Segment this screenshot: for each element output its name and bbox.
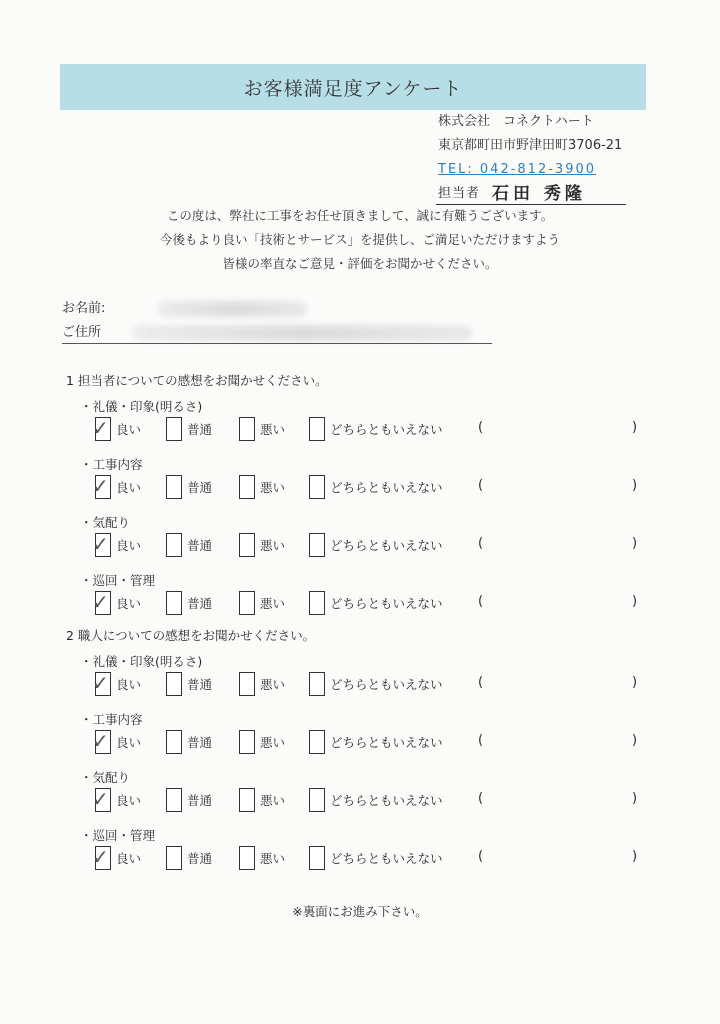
answer-option-label: 悪い <box>260 677 286 692</box>
answer-options-row <box>0 672 720 700</box>
checkmark-icon: ✓ <box>92 845 109 869</box>
answer-option-label: 良い <box>116 851 142 866</box>
answer-checkbox[interactable] <box>92 671 111 696</box>
comment-paren-open: ( <box>478 536 484 551</box>
intro-line: この度は、弊社に工事をお任せ頂きまして、誠に有難うございます。 <box>166 208 554 223</box>
answer-option-label: 悪い <box>260 480 286 495</box>
answer-option-label: どちらともいえない <box>330 480 443 495</box>
answer-checkbox[interactable] <box>92 590 111 615</box>
answer-checkbox[interactable] <box>166 591 182 615</box>
footer-note: ※裏面にお進み下さい。 <box>292 904 428 919</box>
staff-label: 担当者 <box>438 185 481 201</box>
comment-paren-open: ( <box>478 733 484 748</box>
survey-title-band <box>60 64 646 110</box>
answer-checkbox[interactable] <box>309 475 325 499</box>
checkmark-icon: ✓ <box>92 671 109 695</box>
answer-option-label: 悪い <box>260 851 286 866</box>
answer-checkbox[interactable] <box>92 845 111 870</box>
answer-option-label: 普通 <box>187 480 213 495</box>
comment-paren-close: ) <box>632 733 638 748</box>
question-label: ・礼儀・印象(明るさ) <box>80 654 203 669</box>
checkmark-icon: ✓ <box>92 729 109 753</box>
answer-option-label: 良い <box>116 480 142 495</box>
answer-checkbox[interactable] <box>92 532 111 557</box>
answer-option-label: どちらともいえない <box>330 422 443 437</box>
answer-checkbox[interactable] <box>166 788 182 812</box>
answer-checkbox[interactable] <box>166 672 182 696</box>
redacted-address <box>132 325 472 341</box>
section-title: 2 職人についての感想をお聞かせください。 <box>66 628 316 643</box>
answer-checkbox[interactable] <box>239 417 255 441</box>
company-block <box>438 110 668 182</box>
answer-checkbox[interactable] <box>309 591 325 615</box>
answer-option-label: 悪い <box>260 735 286 750</box>
survey-title: お客様満足度アンケート <box>243 77 463 100</box>
intro-line: 皆様の率直なご意見・評価をお聞かせください。 <box>222 256 498 271</box>
question-label: ・工事内容 <box>80 457 143 472</box>
comment-paren-close: ) <box>632 420 638 435</box>
answer-options-row <box>0 533 720 561</box>
answer-option-label: 普通 <box>187 793 213 808</box>
answer-option-label: 普通 <box>187 422 213 437</box>
answer-checkbox[interactable] <box>166 417 182 441</box>
answer-option-label: 悪い <box>260 538 286 553</box>
comment-paren-open: ( <box>478 478 484 493</box>
answer-option-label: 普通 <box>187 735 213 750</box>
answer-checkbox[interactable] <box>239 591 255 615</box>
comment-paren-close: ) <box>632 675 638 690</box>
comment-paren-open: ( <box>478 791 484 806</box>
redacted-name <box>157 301 307 317</box>
answer-options-row <box>0 591 720 619</box>
staff-line <box>436 178 626 205</box>
answer-checkbox[interactable] <box>166 475 182 499</box>
answer-options-row <box>0 846 720 874</box>
answer-checkbox[interactable] <box>309 788 325 812</box>
answer-checkbox[interactable] <box>309 846 325 870</box>
section-title: 1 担当者についての感想をお聞かせください。 <box>66 373 328 388</box>
answer-checkbox[interactable] <box>92 787 111 812</box>
question-label: ・礼儀・印象(明るさ) <box>80 399 203 414</box>
answer-checkbox[interactable] <box>309 730 325 754</box>
checkmark-icon: ✓ <box>92 532 109 556</box>
answer-checkbox[interactable] <box>166 730 182 754</box>
answer-checkbox[interactable] <box>92 416 111 441</box>
answer-checkbox[interactable] <box>309 672 325 696</box>
name-label: お名前: <box>62 301 106 316</box>
answer-option-label: 良い <box>116 596 142 611</box>
question-label: ・気配り <box>80 515 131 530</box>
answer-option-label: どちらともいえない <box>330 793 443 808</box>
answer-checkbox[interactable] <box>239 846 255 870</box>
answer-option-label: どちらともいえない <box>330 735 443 750</box>
answer-options-row <box>0 475 720 503</box>
answer-checkbox[interactable] <box>239 475 255 499</box>
checkmark-icon: ✓ <box>92 590 109 614</box>
comment-paren-close: ) <box>632 849 638 864</box>
answer-checkbox[interactable] <box>239 730 255 754</box>
answer-option-label: 普通 <box>187 538 213 553</box>
company-tel: TEL: 042-812-3900 <box>438 162 597 177</box>
answer-checkbox[interactable] <box>92 729 111 754</box>
question-label: ・気配り <box>80 770 131 785</box>
answer-option-label: 良い <box>116 677 142 692</box>
answer-checkbox[interactable] <box>166 846 182 870</box>
answer-option-label: 悪い <box>260 596 286 611</box>
answer-option-label: 普通 <box>187 596 213 611</box>
intro-line: 今後もより良い「技術とサービス」を提供し、ご満足いただけますよう <box>159 232 560 247</box>
answer-option-label: 悪い <box>260 422 286 437</box>
staff-name: 石田 秀隆 <box>492 183 586 204</box>
comment-paren-open: ( <box>478 420 484 435</box>
answer-option-label: 良い <box>116 735 142 750</box>
company-name: 株式会社 コネクトハート <box>438 114 594 129</box>
question-label: ・工事内容 <box>80 712 143 727</box>
intro-text <box>0 204 720 276</box>
checkmark-icon: ✓ <box>92 787 109 811</box>
company-address: 東京都町田市野津田町3706-21 <box>438 138 623 153</box>
comment-paren-close: ) <box>632 791 638 806</box>
answer-option-label: どちらともいえない <box>330 851 443 866</box>
answer-option-label: どちらともいえない <box>330 596 443 611</box>
answer-option-label: 普通 <box>187 677 213 692</box>
answer-option-label: どちらともいえない <box>330 538 443 553</box>
answer-option-label: 良い <box>116 793 142 808</box>
answer-options-row <box>0 417 720 445</box>
comment-paren-open: ( <box>478 675 484 690</box>
answer-options-row <box>0 730 720 758</box>
answer-option-label: 良い <box>116 422 142 437</box>
comment-paren-close: ) <box>632 594 638 609</box>
answer-checkbox[interactable] <box>239 788 255 812</box>
answer-checkbox[interactable] <box>92 474 111 499</box>
answer-option-label: どちらともいえない <box>330 677 443 692</box>
comment-paren-close: ) <box>632 536 638 551</box>
checkmark-icon: ✓ <box>92 416 109 440</box>
answer-options-row <box>0 788 720 816</box>
name-field[interactable] <box>62 297 512 319</box>
address-underline <box>62 343 492 344</box>
answer-checkbox[interactable] <box>239 672 255 696</box>
answer-option-label: 良い <box>116 538 142 553</box>
question-label: ・巡回・管理 <box>80 573 156 588</box>
comment-paren-close: ) <box>632 478 638 493</box>
answer-checkbox[interactable] <box>166 533 182 557</box>
answer-checkbox[interactable] <box>309 533 325 557</box>
comment-paren-open: ( <box>478 594 484 609</box>
answer-checkbox[interactable] <box>239 533 255 557</box>
address-field[interactable] <box>62 321 512 343</box>
question-label: ・巡回・管理 <box>80 828 156 843</box>
answer-option-label: 悪い <box>260 793 286 808</box>
answer-checkbox[interactable] <box>309 417 325 441</box>
answer-option-label: 普通 <box>187 851 213 866</box>
address-label: ご住所 <box>62 325 102 340</box>
checkmark-icon: ✓ <box>92 474 109 498</box>
comment-paren-open: ( <box>478 849 484 864</box>
